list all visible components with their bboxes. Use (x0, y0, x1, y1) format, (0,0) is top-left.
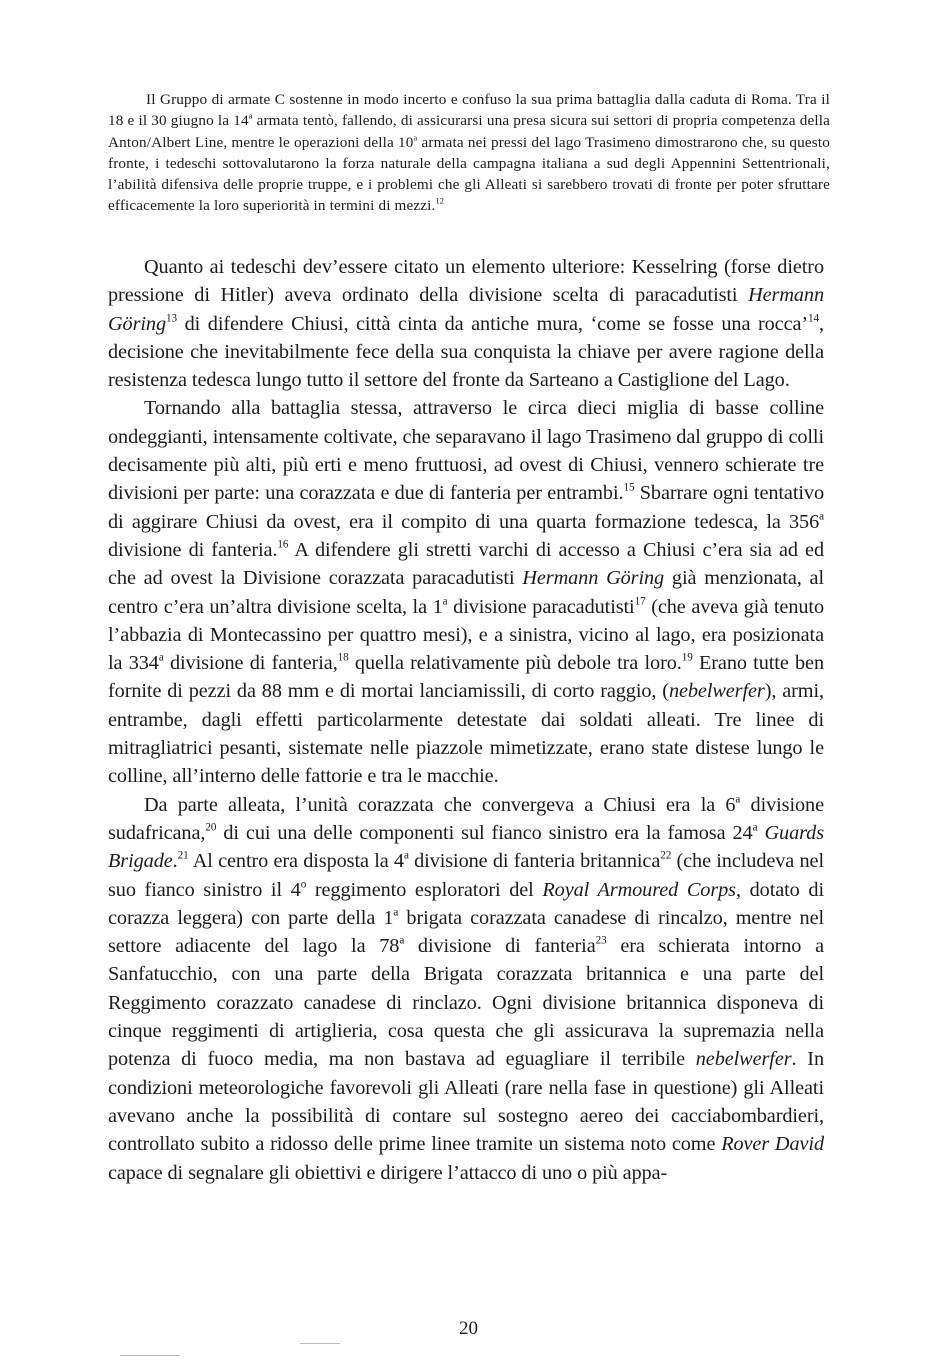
paragraph-text: già menzionata, al centro c’era un’altra divisione scelta, la 1 (108, 567, 824, 618)
weapon-name-italic: nebelwerfer (695, 1048, 792, 1071)
paragraph-text: . In condizioni meteorologiche favorevoli gli Alleati (rare nella fase in questione) gli Alleati avevano anche la possibilità di contare sul sostegno aereo dei cacciabombardieri, controllato subito a ridosso delle prime linee tramite un sistema noto come (108, 1048, 824, 1156)
ordinal-indicator: a (735, 793, 741, 806)
ordinal-indicator: a (248, 112, 253, 122)
footnote-ref-20: 20 (205, 821, 217, 834)
weapon-name-italic: nebelwerfer (668, 680, 765, 703)
system-name-italic: Rover David (721, 1133, 824, 1156)
paragraph-text: divisione di fanteria, (163, 652, 338, 675)
paragraph-text: capace di segnalare gli obiettivi e dirigere l’attacco di uno o più appa- (108, 1161, 668, 1184)
footnote-ref-21: 21 (177, 849, 189, 862)
footnote-ref-12: 12 (435, 197, 445, 207)
paragraph-2 (108, 394, 824, 790)
footnote-ref-13: 13 (166, 312, 177, 325)
footnote-ref-16: 16 (277, 538, 289, 551)
paragraph-text: divisione di fanteria britannica (408, 850, 661, 873)
paragraph-text: A difendere gli stretti varchi di accesso a Chiusi c’era sia ad ed che ad ovest la Divisione corazzata paracadutisti (108, 538, 824, 590)
paragraph-3 (108, 791, 824, 1187)
paragraph-text: divisione paracadutisti (447, 595, 635, 618)
paragraph-text: Sbarrare ogni tentativo di aggirare Chiusi da ovest, era il compito di una quarta formazione tedesca, la 356 (108, 482, 824, 533)
paragraph-text: divisione di fanteria (404, 935, 596, 958)
quote-text: armata nei pressi del lago Trasimeno dimostrarono che, su questo fronte, i tedeschi sottovalutarono la forza naturale della campagna italiana a sud degli Appennini Settentrionali, l’abilità difensiva delle proprie truppe, e i problemi che gli Alleati si sarebbero trovati di fronte per poter sfruttare efficacemente la loro superiorità in termini di mezzi. (108, 133, 830, 215)
paragraph-text: (che aveva già tenuto l’abbazia di Montecassino per quattro mesi), e a sinistra, vicino al lago, era posizionata la 334 (108, 595, 824, 675)
paragraph-text: quella relativamente più debole tra loro. (348, 652, 682, 675)
paragraph-text: divisione di fanteria. (108, 538, 278, 561)
paragraph-text: (che includeva nel suo fianco sinistro il 4 (108, 850, 824, 901)
unit-name-italic: Royal Armoured Corps (542, 878, 736, 901)
paragraph-text: reggimento esploratori del (306, 878, 543, 901)
footnote-ref-14: 14 (808, 312, 820, 325)
paragraph-text: , decisione che inevitabilmente fece della sua conquista la chiave per avere ragione della resistenza tedesca lungo tutto il settore del fronte da Sarteano a Castiglione del Lago. (108, 312, 824, 392)
ordinal-indicator: a (752, 821, 758, 834)
ordinal-indicator: a (403, 849, 409, 862)
ordinal-indicator: a (819, 510, 824, 523)
ordinal-indicator: o (300, 878, 307, 891)
paragraph-text: Quanto ai tedeschi dev’essere citato un elemento ulteriore: Kesselring (forse dietro pressione di Hitler) aveva ordinato della divisione scelta di paracadutisti (108, 256, 824, 307)
unit-name-italic: Hermann Göring (108, 284, 824, 335)
body-text (108, 253, 824, 1187)
footnote-ref-19: 19 (681, 651, 693, 664)
footnote-ref-22: 22 (660, 849, 672, 862)
paragraph-text: , dotato di corazza leggera) con parte della 1 (108, 878, 824, 929)
paragraph-text: Al centro era disposta la 4 (188, 850, 404, 873)
footnote-ref-18: 18 (337, 651, 349, 664)
unit-name-italic: Hermann Göring (522, 567, 665, 590)
footnote-ref-23: 23 (595, 934, 607, 947)
unit-name-italic: Guards Brigade (108, 821, 824, 873)
paragraph-text: divisione sudafricana, (108, 793, 824, 844)
footnote-ref-17: 17 (634, 595, 646, 608)
paragraph-text: ), armi, entrambe, dagli effetti particolarmente detestate dai soldati alleati. Tre linee di mitragliatrici pesanti, sistemate nelle piazzole mimetizzate, erano state distese lungo le colline, all’interno delle fattorie e tra le macchie. (108, 680, 824, 788)
quote-text: armata tentò, fallendo, di assicurarsi una presa sicura sui settori di propria competenza della Anton/Albert Line, mentre le operazioni della 10 (108, 112, 830, 151)
ordinal-indicator: a (413, 133, 418, 143)
paragraph-text: Erano tutte ben fornite di pezzi da 88 mm e di mortai lanciamissili, di corto raggio, ( (108, 652, 824, 703)
paragraph-text: brigata corazzata canadese di rincalzo, mentre nel settore adiacente del lago la 78 (108, 906, 825, 958)
paragraph-text: era schierata intorno a Sanfatucchio, con una parte della Brigata corazzata britannica e una parte del Reggimento corazzato canadese di rinclazo. Ogni divisione britannica disponeva di cinque reggimenti di artiglieria, cosa questa che gli assicurava la supremazia nella potenza di fuoco media, ma non bastava ad eguagliare il terribile (108, 935, 825, 1071)
paragraph-text: Da parte alleata, l’unità corazzata che convergeva a Chiusi era la 6 (144, 793, 736, 816)
paragraph-text: . (172, 850, 178, 873)
paragraph-text: di cui una delle componenti sul fianco sinistro era la famosa 24 (216, 821, 753, 844)
paragraph-1 (108, 253, 824, 394)
ordinal-indicator: a (442, 595, 448, 608)
ordinal-indicator: a (158, 651, 164, 664)
ordinal-indicator: a (399, 934, 405, 947)
paragraph-text: Tornando alla battaglia stessa, attraverso le circa dieci miglia di basse colline ondeggianti, intensamente coltivate, che separavano il lago Trasimeno dal gruppo di colli decisamente più alti, più erti e meno fruttuosi, ad ovest di Chiusi, vennero schierate tre divisioni per parte: una corazzata e due di fanteria per entrambi. (108, 397, 824, 505)
scan-artifact (120, 1355, 180, 1356)
paragraph-text: di difendere Chiusi, città cinta da antiche mura, ‘come se fosse una rocca’ (176, 312, 809, 335)
quote-text: Il Gruppo di armate C sostenne in modo incerto e confuso la sua prima battaglia dalla caduta di Roma. Tra il 18 e il 30 giugno la 14 (108, 91, 830, 130)
page-number: 20 (459, 1318, 478, 1339)
block-quote (108, 89, 830, 217)
footnote-ref-15: 15 (623, 482, 635, 495)
scan-artifact (300, 1343, 340, 1344)
ordinal-indicator: a (393, 906, 399, 919)
